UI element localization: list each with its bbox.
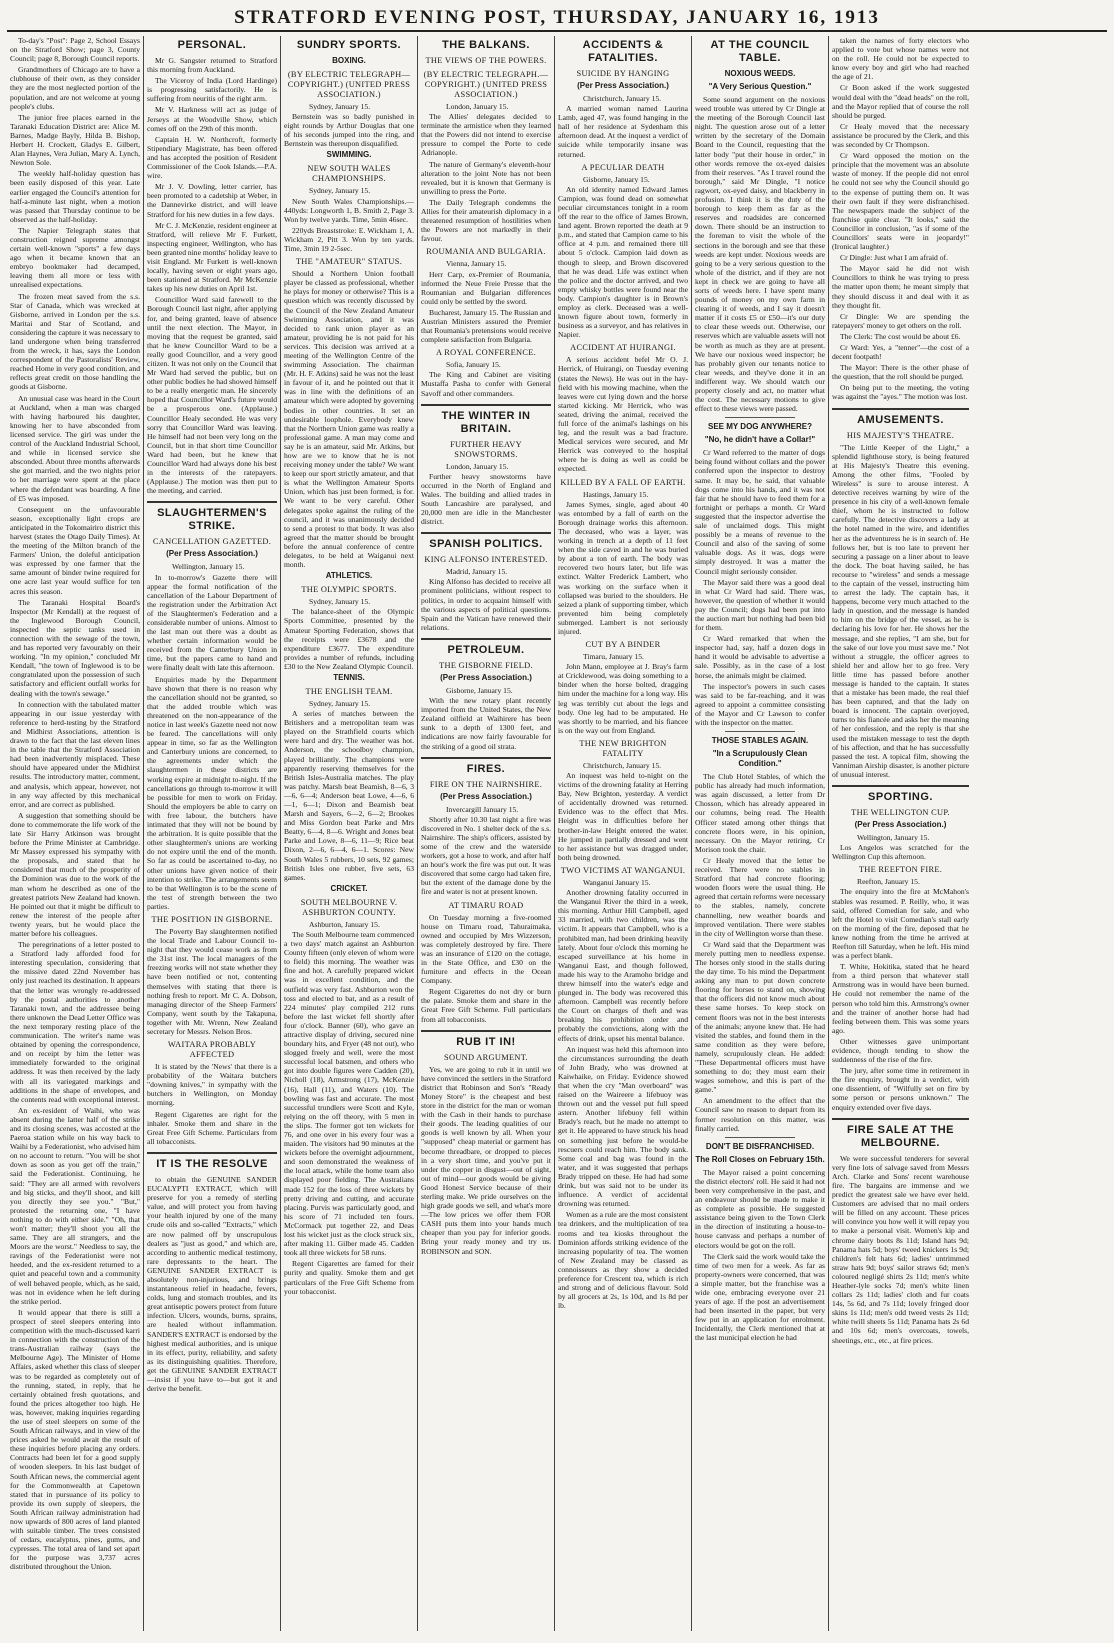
paragraph: The balance-sheet of the Olympic Sports Committee, presented by the Amateur Sporting Federation, shows that the receipts were £3678 and the expenditure £3677. The expenditure provides a number of refunds, including £30 to the New Zealand Olympic Council.: [284, 607, 414, 671]
paragraph: Other witnesses gave unimportant evidence, though tending to show the suddenness of the rise of the fire.: [832, 1036, 969, 1065]
paragraph: The frozen meat saved from the s.s. Star of Canada, which was wrecked at Gisborne, arrived in London per the s.s. Maritai and Star of Scotland, and considering the capture it was necessary to land undergone when being transferred from the wreck, it has, says the London correspondent of the Pastoralists' Review, reached Home in very good condition, and reflects great credit on those handling the goods at Gisborne.: [10, 291, 140, 392]
paragraph: Regent Cigarettes do not dry or burn the palate. Smoke them and share in the Great Free Gift Scheme. Full particulars from all tobacconists.: [421, 987, 551, 1024]
brighton-subheading: THE NEW BRIGHTON FATALITY: [579, 738, 667, 758]
council-heading: AT THE COUNCIL TABLE.: [710, 39, 810, 64]
column-1: [7, 36, 144, 1631]
paragraph: The Poverty Bay slaughtermen notified the local Trade and Labour Council to-night that they would cease work as from the 31st inst. The local managers of the freezing works will not state whether they have been notified or not, contenting themselves with stating that there is nothing fresh to report. Mr C. A. Dobson, managing director of the Sheep Farmers' Company, went south by the Takapuna, together with Mr. Wrenn, New Zealand secretary for Messrs. Nelson Bros.: [147, 926, 277, 1036]
winter-heading: THE WINTER IN BRITAIN.: [421, 404, 551, 436]
paragraph: The King and Cabinet are visiting Mustaffa Pasha to confer with General Savoff and other commanders.: [421, 370, 551, 398]
masthead: STRATFORD EVENING POST, THURSDAY, JANUARY 16, 1913: [7, 6, 1107, 32]
stables-subheading: THOSE STABLES AGAIN.: [711, 736, 809, 746]
weeds-quote: "A Very Serious Question.": [708, 82, 812, 91]
paragraph: Los Angelos was scratched for the Wellington Cup this afternoon.: [832, 843, 969, 862]
paragraph: The Club Hotel Stables, of which the public has already had much information, was again discussed, a letter from Dr Chosson, which has already appeared in our columns, being read. The Health Officer stated among other things that concrete floors were, in his opinion, necessary. On the Mayor retiring, Cr Morison took the chair.: [695, 772, 825, 854]
paragraph: The South Melbourne team commenced a two days' match against an Ashburton County fifteen (only eleven of whom were to field) this morning. The weather was fine and hot. A carefully prepared wicket was in excellent condition, and the outfield was very fast. Ashburton won the toss and elected to bat, and as a result of 224 minutes' play compiled 212 runs before the last wicket fell shortly after four o'clock. Banner (60), who gave an attractive display of driving, secured nine boundary hits, and Fryer (48 not out), who slogged freely and well, were the most successful local batsmen, and others who got into double figures were Cadden (20), Nicholl (18), Armstrong (17), McKenzie (16), Hall (11), and Waters (10). The bowling was fast and accurate. The most successful trundlers were Scott and Kyle, relying on the off theory, with 5 men in the slips. The former got ten wickets for 76, and one over in his every four was a maiden. The visitors had 90 minutes at the wickets before the overnight adjournment, and soon demonstrated the weakness of the local attack, while the home team also displayed poor fielding. The Australians made 152 for the loss of three wickets by pretty driving and cutting, and accurate placing. Purvis was particularly good, and his score of 71 included ten fours. McCormack put together 22, and Deas lost his wicket just as the clock struck six, after making 11. Gilber made 45. Cadden took all three wickets for 58 runs.: [284, 929, 414, 1258]
royal-subheading: A ROYAL CONFERENCE.: [435, 348, 537, 358]
paragraph: The Clerk: The cost would be about £6.: [840, 331, 961, 341]
paragraph: A series of matches between the Britishers and a metropolitan team was played on the Strathfield courts which were hard and dry. The weather was hot. Anderson, the schoolboy champion, played brilliantly. The champions were apparently reserving themselves for the British Isles-Australia matches. The play was patchy. Marsh beat Beamish, 8—6, 3—6, 6—4; Anderson beat Lowe, 4—6, 6—1, 6—1; Dixon and Beamish beat Marsh and Sayers, 6—2, 6—2; Brookes and Miss Gordon beat Parke and Mrs Beatty, 6—4, 8—6. Wright and Jones beat Parke and Lowe, 8—6, 11—9; Rice beat Dixon, 2—6, 6—4, 6—1. Scores: New South Wales 5 rubbers, 10 sets, 92 games; British Isles one rubber, five sets, 63 games.: [284, 709, 414, 882]
council-continued-paras: [832, 36, 969, 402]
peculiar-dateline: Gisborne, January 15.: [583, 174, 650, 184]
paragraph: Herr Carp, ex-Premier of Roumania, informed the Neue Freie Presse that the Roumanian and Bulgarian differences could only be settled by the sword.: [421, 269, 551, 306]
petroleum-heading: PETROLEUM.: [421, 638, 551, 657]
divider: [725, 1137, 795, 1138]
wanganui-dateline: Wanganui January 15.: [583, 877, 651, 887]
swimming-subheading: SWIMMING.: [326, 150, 372, 160]
views-paras: [421, 112, 551, 243]
paragraph: Mr J. V. Dowling, letter carrier, has been promoted to a cadetship at Weber, in the Dannevirke district, and will leave Stratford for his new duties in a few days.: [147, 182, 277, 219]
hanging-subheading: SUICIDE BY HANGING: [576, 69, 670, 78]
paragraph: The inspector's powers in such cases was said to be far-reaching, and it was agreed to appoint a committee consisting of the Mayor and Cr Lawson to confer with the inspector on the matter.: [695, 681, 825, 727]
cup-dateline: Wellington, January 15.: [857, 833, 930, 843]
paragraph: The Taranaki Hospital Board's Inspector (Mr Kendall) at the request of the Inglewood Borough Council, inspected the septic tanks used in connection with the sewage of the town, and has reported very favourably on their working. "In my opinion," concluded Mr Kendall, "the town of Inglewood is to be congratulated upon the possession of such satisfactory and efficient outfall works for dealing with the town's sewage.": [10, 597, 140, 698]
hanging-dateline: Christchurch, January 15.: [583, 94, 662, 103]
ashburton-subheading: SOUTH MELBOURNE V. ASHBURTON COUNTY.: [300, 897, 398, 917]
paragraph: A suggestion that something should be done to commemorate the life work of the late Sir Harry Atkinson was brought before the Prime Minister at Cambridge. Mr Massey expressed his sympathy with the proposals, and stated that he considered that much of the prosperity of the Dominion was due to the work of the man whom he described as one of the greatest patriots New Zealand had known. He pointed out that it might be difficult to renew the interest of the people after twenty years, but he would place the matter before his colleagues.: [10, 810, 140, 938]
paragraph: Some sound argument on the noxious weed trouble was uttered by Cr Dingle at the meeting of the Borough Council last night. The question arose out of a letter written by the secretary of the Domain Board to the Council, requesting that the latter body "put their house in order," in other words remove the ox-eyed daisies from their reserves. "As I travel round the borough," said Mr Dingle, "I notice ragwort, ox-eyed daisy, and blackberry in profusion. I think it is the duty of the borough to keep them as far as the reserves and roadsides are concerned down. There should be an instruction to the foreman to visit the whole of the sections in the borough and see that these weeds are kept under. Noxious weeds are going to be a very serious question to the whole of the district, and if they are not kept in check we are going to have all sorts of weeds here. I have spent many pounds of money on my own farm in clearing it of weeds, and I say it doesn't matter if it costs £5 or £50—it's our duty to clear these weeds out. Otherwise, our reserves which are valuable assets will not be worth as much as they are at present. We have our noxious weed inspector; he has probably given our tenants notice to clear weeds, and they've done it in an indifferent way. We should watch our property closely and act, no matter what the cost. The necessary motions to give effect to these views were passed.: [695, 95, 825, 414]
peculiar-subheading: A PECULIAR DEATH: [581, 162, 665, 172]
paragraph: On Tuesday morning a five-roomed house on Timaru road, Tahuraimaka, owned and occupied by Mrs Wizzerson, was completely destroyed by fire. There was an insurance of £120 on the cottage, in the State Office, and £30 on the furniture and effects in the Ocean Company.: [421, 912, 551, 986]
field-dateline: Gisborne, January 15.: [446, 685, 513, 695]
binder-paras: [558, 662, 688, 735]
personal-heading: PERSONAL.: [177, 39, 247, 51]
roumania-dateline: Vienna, January 15.: [446, 259, 507, 269]
huirangi-paras: [558, 355, 688, 473]
paragraph: Enquiries made by the Department have shown that there is no reason why the cancellation should not be granted, so that the added trouble which was threatened on the non-appearance of the notice in last week's Gazette need not now be feared. The cancellations will only appear in time, so far as the Wellington and Canterbury unions are concerned, to the agreements under which the slaughtermen in these districts are working expire at midnight to-night. If the cancellations go through to-morrow it will be possible for men to work on Friday. Should the employers be able to carry on with free labour, the butchers have intimated that they will not be bound by the arbitration. It is quite possible that the other slaughtermen's unions are working do not expire until the end of the month. So far as could be ascertained to-day, no other unions have given notice of their intention to strike. The arrangements seem to be that Wellington is to be the scene of the test of strength between the two parties.: [147, 674, 277, 911]
disfranchised-subheading: DON'T BE DISFRANCHISED.: [705, 1141, 815, 1151]
paragraph: The Mayor: There is the other phase of the question, that the roll should be purged.: [832, 363, 969, 382]
paragraph: It would appear that there is still a prospect of steel sleepers entering into competition with the much-discussed karri in connection with the construction of the trans-Australian railway (says the Melbourne Age). The Minister of Home Affairs, asked whether this class of sleeper was to be regarded as completely out of the running, stated, in reply, that he certainly obtained fresh quotations, and found the prices altogether too high. He was, however, making inquiries regarding the use of steel sleepers on some of the South African railways, and in view of the prices asked he would await the result of these inquiries before placing any orders. Contracts had been let for a good supply of wooden sleepers. In his last budget of South African news, the commercial agent for the Commonwealth at Capetown stated that in pursuance of its policy to provide its own supply of sleepers, the South African railway administration had now upwards of 800 acres of land planted with suitable timber. The trees consisted of cedars, eucalyptus, pines, gums, and cypresses. The total area of land set apart for the purpose was 3,737 acres distributed throughout the Union.: [10, 1307, 140, 1572]
paragraph: A serious accident befel Mr O. J. Herrick, of Huirangi, on Tuesday evening (states the News). He was out in the hay-field with his mowing machine, when the leaves were cut lying down and the horse started kicking. Mr Herrick, who was seated, driving the animal, received the full force of the animal's lashings on his leg, and the result was a bad fracture. Medical services were secured, and Mr Herrick was conveyed to the hospital where he is doing as well as could be expected.: [558, 355, 688, 474]
timaru-paras: [421, 913, 551, 1024]
paragraph: An unusual case was heard in the Court at Auckland, when a man was charged with having harboured his daughter, knowing her to have absconded from licensed service. The girl was under the control of the Auckland Industrial School, and while in licensed service she absconded. About three months afterwards she got married, and the two nights prior to her marriage were spent at the place where the defendant was boarding. A fine of £5 was imposed.: [10, 393, 140, 503]
paragraph: John Mann, employee at J. Bray's farm at Cricklewood, was doing something to a binder when the horse bolted, dragging him under the machine for a long way. His leg was terribly cut about the legs and body. One leg had to be amputated. He was shortly to be married, and his fiancee is on the way out from England.: [558, 662, 688, 735]
stables-paras: [695, 772, 825, 1133]
paragraph: Shortly after 10.30 last night a fire was discovered in No. 1 shelter deck of the s.s. Nairnshire. The ship's officers, assisted by some of the crew and the waterside workers, got a hose to work, and after half an hour's work the fire was put out. It was discovered that some cargo had taken fire, but the extent of the damage done by the fire and water is not at present known.: [421, 814, 551, 897]
balkans-heading: THE BALKANS.: [442, 39, 530, 51]
column-6: [692, 36, 829, 1631]
boxing-dateline: Sydney, January 15.: [309, 102, 371, 111]
hanging-paras: [558, 104, 688, 159]
weeds-paras: [695, 95, 825, 413]
paragraph: The Clerk said the work would take the time of two men for a week. As far as property-owners were concerned, that was a simple matter, but the franchise was a wide one, embracing everyone over 21 years of age. If the post an advertisement had been inserted in the paper, but very few put in an application for enrolment. Incidentally, the Clerk mentioned that at the last municipal election he had: [695, 1251, 825, 1343]
views-subheading: THE VIEWS OF THE POWERS.: [425, 56, 547, 65]
cancellation-dateline: Wellington, January 15.: [172, 562, 245, 572]
personal-paras: [147, 56, 277, 495]
paragraph: To-day's "Post": Page 2, School Essays on the Stratford Show; page 3, County Council; page 8, Borough Council reports.: [10, 36, 140, 64]
reefton-paras: [832, 887, 969, 1111]
column-5: [555, 36, 692, 1631]
swim-paras: [284, 197, 414, 254]
nairnshire-paras: [421, 815, 551, 897]
paragraph: Cr Ward remarked that when the inspector had, say, half a dozen dogs in hand it would be advisable to advertise a sale. Possibly, as in the case of a lost horse, the animals might be claimed.: [695, 634, 825, 680]
cancellation-paras: [147, 573, 277, 911]
nairnshire-dateline: Invercargill January 15.: [446, 804, 519, 814]
royal-dateline: Sofia, January 15.: [446, 360, 501, 370]
cup-paras: [832, 843, 969, 861]
disfranchised-quote: The Roll Closes on February 15th.: [695, 1154, 825, 1164]
columns: [7, 36, 1107, 1631]
winter-paras: [421, 472, 551, 527]
paragraph: King Alfonso has decided to receive all prominent politicians, without respect to politics, in order to acquaint himself with the various aspects of political questions. Spain and the Vatican have renewed their relations.: [421, 577, 551, 632]
paragraph: taken the names of forty electors who applied to vote but whose names were not on the roll. He could not be expected to know every boy and girl who had reached the age of 21.: [832, 36, 969, 82]
english-dateline: Sydney, January 15.: [309, 698, 371, 708]
paragraph: An ex-resident of Waihi, who was absent during the latter half of the strike and its closing scenes, was accosted at the Paeroa station while on his way back to Waihi by a Federationist, who advised him on no account to return. "You will be shot down as soon as you get off the train," said the Federationist. Continuing, he said: "They are all armed with revolvers and big sticks, and they'll shoot, and kill you directly they see you." "But," protested the returning one, "I have nothing to do with either side." "Oh, that won't matter; they'll shoot you all the same. They are all strangers, and the Moors are the worst." Needless to say, the ravings of the Federationist were not heeded, and the ex-resident returned to a quiet and peaceful town and a community of well behaved people, which, as he said, was not in evidence when he left during the strike period.: [10, 1105, 140, 1306]
paragraph: Grandmothers of Chicago are to have a clubhouse of their own, as they consider they are the most neglected portion of the population, and are not welcome at young people's clubs.: [10, 65, 140, 111]
paragraph: Captain H. W. Northcroft, formerly Stipendiary Magistrate, has been offered and has accepted the position of Resident Commissioner of the Cook Islands.—P.A. wire.: [147, 134, 277, 181]
olympic-dateline: Sydney, January 15.: [309, 597, 371, 607]
ashburton-dateline: Ashburton, January 15.: [309, 919, 380, 929]
wanganui-paras: [558, 888, 688, 1310]
paragraph: An old identity named Edward James Campion, was found dead on somewhat peculiar circumstances tonight in a room off the rear to the office of James Brown, land agent. Brown reported the death at 9 p.m., and stated that Campion came to his office at 4 p.m. and remained there till about 5 o'clock. Campion laid down as though to sleep, and Brown discovered that he was dead. Life was extinct when the police and the doctor arrived, and two empty whisky bottles were found near the body. Campion's daughter is in Brown's employ as clerk. Deceased was a well-known figure about town, formerly in business as a surveyor, and has relatives in Napier.: [558, 184, 688, 340]
winter-dateline: London, January 15.: [446, 461, 509, 471]
paragraph: We were successful tenderers for several very fine lots of salvage saved from Messrs Arch. Clarke and Sons' recent warehouse fire. The bargains are immense and we predict the greatest sale we have ever held. Customers are advised that no mail orders will be filled on any account. These prices will convince you how well it will repay you to make a personal visit. Women's kip and chrome dairy boots 8s 11d; Island hats 9d; Panama hats 5d; boys' tweed knickers 1s 9d; children's felt hats 6d; ladies' untrimmed straw hats 9d; boys' sailor straws 6d; men's coloured negligé shirts 2s 11d; men's white Heather-lyle socks 7d; men's white linen collars 2s 11d; ladies' cloth and fur coats 14s, 5s 6d, and 7s 11d; lovely fringed door skins 1s 11d; men's odd tweed vests 2s 11d; white twill sheets 5s 11d; Panama hats 2s 6d and 10s 6d; men's overcoats, towels, sheetings, etc., etc., at fire prices.: [832, 1153, 969, 1345]
paragraph: T. White, Hokitika, stated that he heard from a third person that whatever stall Armstrong was in would have been burned. He could not remember the name of the person who told him this. Armstrong's owner and the trainer of another horse had had feeling between them. This was some years ago.: [832, 962, 969, 1035]
peculiar-paras: [558, 185, 688, 340]
resolve-heading: IT IS THE RESOLVE: [147, 1152, 277, 1171]
dog-paras: [695, 448, 825, 727]
theatre-paras: [832, 443, 969, 779]
sporting-heading: SPORTING.: [832, 785, 969, 804]
reefton-dateline: Reefton, January 15.: [857, 877, 920, 887]
paragraph: The Mayor raised a point concerning the district electors' roll. He said it had not been very comprehensive in the past, and an endeavour should be made to make it as complete as possible. He suggested assistance being given to the Town Clerk in the direction of instituting a house-to-house canvass and perhaps a number of electors would be got on the roll.: [695, 1167, 825, 1250]
hanging-source: (Per Press Association.): [577, 81, 669, 90]
resolve-paras: [147, 1175, 277, 1393]
athletics-subheading: ATHLETICS.: [325, 571, 373, 581]
cancellation-source: (Per Press Association.): [166, 549, 258, 559]
paragraph: The junior free places earned in the Taranaki Education District are: Alice M. Barnes, Madge Bayly, Hilda B. Bishop, Herbert H. Crockett, Gladys E. Gilbert, Alan Haynes, Vera Julian, Mary A. Lynch, Newton Sole.: [10, 112, 140, 168]
paragraph: Mr V. Harkness will act as judge of Jerseys at the Woodville Show, which comes off on the 29th of this month.: [147, 105, 277, 133]
paragraph: Councillor Ward said farewell to the Borough Council last night, after applying for, and being granted, leave of absence until the next election. The Mayor, in moving that the request be granted, said that he knew Councillor Ward to be a really good Councillor, and a very good citizen. It was not only on the Council that Mr Ward had served the public, but on other public bodies he had showed himself to be a really energetic man. He sincerely hoped that Councillor Ward's future would be a prosperous one. (Applause.) Councillor Healy seconded. He was very sorry that Councillor Ward was leaving. He himself had not been very long on the Council, but in that short time Councillor Ward had been, but he knew that Councillor Ward had always done his best in the interests of the ratepayers. (Applause.) The motion was then put to the meeting, and carried.: [147, 295, 277, 496]
amusements-heading: AMUSEMENTS.: [832, 408, 969, 427]
roumania-subheading: ROUMANIA AND BULGARIA.: [426, 247, 546, 257]
paragraph: Cr Boon asked if the work suggested would deal with the "dead heads" on the roll, and the Mayor replied that of course the roll should be purged.: [832, 83, 969, 120]
paragraph: In to-morrow's Gazette there will appear the formal notification of the cancellation of the Labour Department of the registration under the Arbitration Act of the Slaughtermen's Federation and a considerable number of unions. Almost to the last man out there was a doubt as whether certain information would be received from the Canterbury Union in time, but the papers came to hand and were finally dealt with late this afternoon.: [147, 572, 277, 673]
fire-sale-paras: [832, 1154, 969, 1345]
gisborne-subheading: THE POSITION IN GISBORNE.: [151, 914, 273, 924]
paragraph: The Mayor said there was a good deal in what Cr Ward had said. There was, however, the question of whether it would pay the Council; dogs had been put into the auction mart but nothing had been bid for them.: [695, 577, 825, 633]
paragraph: Further heavy snowstorms have occurred in the North of England and Wales. The building and allied trades in South Lancashire are paralysed, and 20,000 men are idle in the Manchester district.: [421, 471, 551, 527]
paragraph: An amendment to the effect that the Council saw no reason to depart from its former resolution on this matter, was finally carried.: [695, 1096, 825, 1133]
english-team-subheading: THE ENGLISH TEAM.: [305, 686, 393, 696]
paragraph: Cr Dingle: We are spending the ratepayers' money to get others on the roll.: [832, 311, 969, 330]
field-source: (Per Press Association.): [440, 672, 532, 682]
disfranchised-paras: [695, 1168, 825, 1343]
paragraph: Cr Healy moved that the letter be received. There were no stables in Stratford that had concrete flooring; wooden floors were the usual thing. He agreed that certain reforms were necessary to the stables, namely, concrete channelling, new weather boards and improved ventilation. There were stables in the city of Wellington worse than these.: [695, 855, 825, 938]
waitara-subheading: WAITARA PROBABLY AFFECTED: [167, 1040, 257, 1060]
royal-paras: [421, 370, 551, 397]
divider: [725, 731, 795, 732]
cancellation-subheading: CANCELLATION GAZETTED.: [152, 537, 272, 547]
boxing-paras: [284, 112, 414, 148]
paragraph: to obtain the GENUINE SANDER EUCALYPTI EXTRACT, which will preserve for you a remedy of sterling value, and will protect you from having your health injured by one of the many crude oils and so-called "Extracts," which are now palmed off by unscrupulous dealers as "just as good," and which are, according to authentic medical testimony, rare depressants to the heart. The GENUINE SANDER EXTRACT is absolutely non-injurious, and brings instantaneous relief in headache, fevers, colds, lung and stomach troubles, and its great antiseptic powers protect from future infection. Ulcers, wounds, burns, sprains, are healed without inflammation. SANDER'S EXTRACT is endorsed by the highest medical authorities, and is unique in its effect, purity, reliability, and safety as its distinguishing qualities. Therefore, get the GENUINE SANDER EXTRACT—insist if you have to—but got it and derive the benefit.: [147, 1174, 277, 1394]
rub-paras: [421, 1065, 551, 1256]
fires-heading: FIRES.: [421, 757, 551, 776]
paragraph: Bucharest, January 15. The Russian and Austrian Ministers assured the Premier that Roumania's pretensions would receive complete satisfaction from Bulgaria.: [421, 307, 552, 345]
paragraph: The nature of Germany's eleventh-hour alteration to the joint Note has not been revealed, but it is known that Germany is unwilling to press the Porte.: [421, 159, 551, 196]
spanish-heading: SPANISH POLITICS.: [421, 532, 551, 551]
cup-source: (Per Press Association.): [854, 820, 947, 830]
olympic-paras: [284, 607, 414, 671]
olympic-subheading: THE OLYMPIC SPORTS.: [301, 585, 397, 595]
paragraph: Bernstein was so badly punished in eight rounds by Arthur Douglas that one of his seconds jumped into the ring, and Bernstein was thereupon disqualified.: [284, 112, 414, 149]
boxing-subheading: BOXING.: [332, 56, 366, 65]
paragraph: Regent Cigarettes are famed for their purity and quality. Smoke them and get particulars of the Free Gift Scheme from your tobacconist.: [284, 1259, 414, 1296]
column-3: [281, 36, 418, 1631]
paragraph: The Mayor said he did not wish Councillors to think he was trying to press the matter upon them; he meant simply that they should discuss it and deal with it as they thought fit.: [832, 264, 969, 310]
paragraph: The Allies' delegates decided to terminate the armistice when they learned that the Powers did not intend to exercise pressure to compel the Porte to cede Adrianople.: [421, 112, 551, 158]
cup-subheading: THE WELLINGTON CUP.: [851, 808, 950, 818]
nairnshire-subheading: FIRE ON THE NAIRNSHIRE.: [429, 779, 543, 789]
views-dateline: London, January 15.: [446, 102, 509, 111]
dog-subheading: SEE MY DOG ANYWHERE?: [707, 422, 812, 432]
column-2: [144, 36, 281, 1631]
paragraph: A married woman named Laurina Lamb, aged 47, was found hanging in the hall of her residence at Sydenham this afternoon dead. At the inquest a verdict of suicide while temporarily insane was returned.: [558, 104, 688, 159]
field-subheading: THE GISBORNE FIELD.: [439, 660, 533, 670]
column-4: [418, 36, 555, 1631]
winter-subheading: FURTHER HEAVY SNOWSTORMS.: [450, 439, 522, 459]
ashburton-paras: [284, 930, 414, 1296]
paragraph: On being put to the meeting, the voting was against the "ayes." The motion was lost.: [832, 383, 969, 402]
boxing-source: (BY ELECTRIC TELEGRAPH—COPYRIGHT.) (UNITED PRESS ASSOCIATION.): [287, 70, 411, 99]
swim-championship-subheading: NEW SOUTH WALES CHAMPIONSHIPS.: [307, 164, 391, 184]
fire-sale-heading: FIRE SALE AT THE MELBOURNE.: [832, 1118, 969, 1150]
reefton-subheading: THE REEFTON FIRE.: [858, 865, 943, 875]
col1-paras: [10, 36, 140, 1572]
english-paras: [284, 709, 414, 882]
paragraph: "The Little Keeper of the Light," a splendid lighthouse story, is being featured at His Majesty's Theatre this evening. Among the other films, "Fooled by Wireless" is sure to arouse interest. A detective receives warning by wire of the presence in his city of a well-known female thief, whom he is instructed to follow carefully. The detective discovers a lady at the hotel named in the wire, and identifies her as the adventuress he is in search of. He follows her, but is too late to prevent her securing a passage on a liner about to leave the dock. The boat having sailed, he has recourse to "wireless" and sends a message to the captain of the vessel, instructing him to arrest the lady. The captain has, it happens, become very much attached to the lady in question, and the message is handed to him on the bridge of the vessel, as he is declaring his love for her. He shows her the message, and she replies, "I am she, but for the sake of our love you must save me." Not without a struggle, the officer agrees to shield her and allow her to go free. Very little time has passed before another message is handed to the captain. It states that a mistake has been made, the real thief has been captured, and that the lady on board is innocent. The captain overjoyed, turns to his fiancée and asks her the meaning of her confession, and the reply is that she used the mistaken message to test the depth of his affection, and that he has successfully passed the test. A topical film, showing the Vanniman Airship disaster, is another picture of unusual interest.: [832, 442, 969, 779]
paragraph: Cr Ward said that the Department was merely putting men to needless expense. The horses only stood in the stalls during the day time. To his mind the Department asking any man to put down concrete flooring for horses to stand on, showing that the officers did not know much about these same horses. To keep stock on cement floors was not in the best interests of the animals; anyone knew that. He had visited the stables, and found them in the same condition as they were before, namely, scrupulously clean. He added: "These Departmental officers must have something to do; they must earn their wages somehow, and this is part of the game.": [695, 939, 825, 1095]
paragraph: An inquest was held this afternoon into the circumstances surrounding the death of John Brady, who was drowned at Kaiwhaike, on Friday. Evidence showed that when the cry "Man overboard" was raised on the Waireere a lifebuoy was thrown out and the vessel put full speed astern. Another lifebuoy fell within Brady's reach, but he made no attempt to get it. He appeared to have struck his head on something just before he would-be rescuers could reach him. The body sank. Some coal and bag was found in the water, and it was suggested that perhaps Brady tripped on these. He had had some drink, but was said not to be under its influence. A verdict of accidental drowning was returned.: [558, 1044, 688, 1209]
roumania-paras: [421, 270, 551, 345]
fall-dateline: Hastings, January 15.: [583, 489, 649, 499]
paragraph: It is stated by the 'News' that there is a probability of the Waitara butchers "downing knives," in sympathy with the butchers in Wellington, on Monday morning.: [147, 1062, 277, 1108]
timaru-subheading: AT TIMARU ROAD: [448, 900, 524, 910]
paragraph: The Daily Telegraph condemns the Allies for their amateurish diplomacy in a threatened resumption of hostilities when the Powers are not markedly in their favour.: [421, 197, 551, 244]
gisborne-paras: [147, 927, 277, 1036]
accidents-heading: ACCIDENTS & FATALITIES.: [582, 39, 664, 64]
paragraph: The weekly half-holiday question has been easily disposed of this year. Late earlier engaged the Council's attention for half-a-minute last night, when a motion was passed that Thursday continue to be observed as the half-holiday.: [10, 169, 140, 224]
paragraph: Cr Ward opposed the motion on the principle that the movement was an absolute waste of money. If the people did not enrol he could not see why the Council should go to the expense of putting them on. It was their own fault if they were disfranchised. The newspapers made the subject of the franchise quite clear. "It looks," said the Councillor in conclusion, "as if some of the Councillors' seats were in jeopardy!" (Ironical laughter.): [832, 151, 969, 252]
paragraph: New South Wales Championships.—440yds: Longworth 1, B. Smith 2, Page 3. Won by twelve yards. Time, 5min 46sec.: [284, 196, 414, 224]
rub-heading: RUB IT IN!: [421, 1030, 551, 1049]
amateur-paras: [284, 269, 414, 569]
alfonso-paras: [421, 577, 551, 632]
huirangi-subheading: ACCIDENT AT HUIRANGI.: [570, 343, 676, 353]
tennis-subheading: TENNIS.: [333, 672, 365, 682]
paragraph: The Viceroy of India (Lord Hardinge) is progressing satisfactorily. He is suffering from neuritis of the right arm.: [147, 76, 277, 104]
rub-subheading: SOUND ARGUMENT.: [444, 1052, 528, 1062]
brighton-paras: [558, 771, 688, 862]
paragraph: An inquest was held to-night on the victims of the drowning fatality at Herring Bay, New Brighton, yesterday. A verdict of accidentally drowned was returned. Evidence was to the effect that Mrs. Height was in difficulties before her brother-in-law Height entered the water. He jumped in partially dressed and went to her assistance but was dragged under, both being drowned.: [558, 771, 688, 862]
paragraph: Should a Northern Union football player be classed as professional, whether he plays for money or otherwise? This is a question which was recently discussed by the Council of the New Zealand Amateur Swimming Association, and it was decided to rank union player as an amateur, providing he is not paid for his services. This decision was arrived at a meeting of the Wellington Centre of the swimming Association. The chairman (Mr. H. F. Atkins) said he was not the least in favour of it, and he pointed out that it was in line with the definitions of an amateur which were adopted by governing bodies in other countries. It set an undesirable loophole. Everybody knew that the Northern Union game was really a professional game. A man may come and say he is an amateur, said Mr. Atkins, but how are we to know that he is not receiving money under the table? We want to keep our sport strictly amateur, and that is what the Wellington Amateur Sports Union, which has just been formed, is for. We want to be very careful. Other delegates spoke against the ruling of the council, and it was unanimously decided to send a protest to that body. It was also agreed that the matter should be brought before the annual conference of centre delegates, to be held at Waiganui next month.: [284, 269, 414, 570]
brighton-dateline: Christchurch, January 15.: [583, 760, 662, 770]
wanganui-subheading: TWO VICTIMS AT WANGANUI.: [560, 865, 686, 875]
paragraph: Cr Healy moved that the necessary assistance be procured by the Clerk, and this was seconded by Cr Thompson.: [832, 121, 969, 150]
cricket-subheading: CRICKET.: [330, 883, 368, 893]
paragraph: Consequent on the unfavourable season, exceptionally light crops are anticipated in the Tokomairiro district this harvest (states the Otago Daily Times). At the meeting of the Milton branch of the Farmers' Union, the doleful anticipation was expressed by one farmer that the same amount of binder twine required for one acre last year would suffice for ten acres this season.: [10, 504, 140, 596]
paragraph: Mr G. Sangster returned to Stratford this morning from Auckland.: [147, 56, 277, 75]
paragraph: In connection with the tabulated matter appearing in our issue yesterday with reference to herd-testing by the Stratford and Midhirst Associations, attention is drawn to the fact that the last eleven lines in the table that the Stratford Association had been inadvertently misplaced. These should have appeared under the Midhirst results. The introductory matter, comment, and analysis, which appear, however, not in any way affected by this mechanical error, and are correct as published.: [10, 699, 140, 809]
stables-quote: "In a Scrupulously Clean Condition.": [712, 749, 808, 769]
binder-dateline: Timaru, January 15.: [583, 652, 644, 662]
sundry-sports-heading: SUNDRY SPORTS.: [296, 39, 402, 51]
swim-dateline: Sydney, January 15.: [309, 186, 371, 196]
paragraph: The peregrinations of a letter posted to a Stratford lady afforded food for interesting speculation, considering that the missive dated 22nd November has only just reached its destination. It appears that the letter was wrongly re-addressed by the postal authorities to another Taranaki town, and the addressee being there unknown the Dead Letter Office was the next temporary resting place of the communication. The writer's name was obtained by opening the correspondence, and on receipt by him the letter was immediately forwarded to the original address. It was then received by the lady with all its variegated markings and additions in the shape of envelopes, and the contents read with exceptional interest.: [10, 940, 140, 1104]
paragraph: The enquiry into the fire at McMahon's stables was resumed. P. Reilly, who, it was said, offered Comedian for sale, and who left the Hotel to visit Comedian's stall early on the morning of the fire, deposed that he knew nothing from the time he arrived at Reefton till Saturday, when he left. His mind was a perfect blank.: [832, 887, 969, 961]
binder-subheading: CUT BY A BINDER: [585, 640, 661, 650]
paragraph: The jury, after some time in retirement in the fire enquiry, brought in a verdict, with one dissentient, of "Wilfully set on fire by some person or persons unknown." The enquiry extended over five days.: [832, 1066, 969, 1112]
paragraph: James Symes, single, aged about 40 was entombed by a fall of earth on the Borough drainage works this afternoon. The deceased, who was a layer, was working in trench at a depth of 11 feet when the side caved in and he was buried by about a ton of earth. The body was recovered two hours later, but life was extinct. Walter Frederick Lambert, who was working on the surface when it collapsed was buried to the shoulders. He seized a plank of supporting timber, which prevented him being completely submerged. Lambert is not seriously injured.: [558, 499, 688, 636]
fall-subheading: KILLED BY A FALL OF EARTH.: [560, 477, 686, 487]
waitara-paras: [147, 1062, 277, 1146]
paragraph: Regent Cigarettes are right for the inhaler. Smoke them and share in the Great Free Gift Scheme. Particulars from all tobacconists.: [147, 1109, 277, 1146]
newspaper-page: [7, 6, 1107, 1631]
paragraph: Mr C. J. McKenzie, resident engineer at Stratford, will relieve Mr F. Furkett, inspecting engineer, Wellington, who has been granted nine months' holiday leave to visit England. Mr Furkett is well-known locally, having seven or eight years ago, been stationed at Stratford. Mr McKenzie takes up his new duties on April 1st.: [147, 220, 278, 294]
paragraph: Cr Dingle: Just what I am afraid of.: [840, 253, 948, 263]
paragraph: Women as a rule are the most consistent tea drinkers, and the multiplication of tea rooms and tea kiosks throughout the Dominion affords striking evidence of the increasing popularity of tea. The women of New Zealand may be classed as connoisseurs as they show a decided preference for Crescent tea, which is rich and strong and of delicious flavour. Sold by all grocers at 2s, 1s 10d, and 1s 8d per lb.: [558, 1210, 688, 1311]
theatre-subheading: HIS MAJESTY'S THEATRE.: [846, 430, 955, 440]
paragraph: The Napier Telegraph states that construction reigned supreme amongst certain well-known "sports" a few days ago when it became known that an embryo bookmaker had decamped, leaving them all more or less with unrealised expectations.: [10, 225, 140, 290]
paragraph: With the new rotary plant recently imported from the United States, the New Zealand oilfield at Waihirere has been sunk to a depth of 1300 feet, and indications are now fairly favourable for the striking of a good oil strata.: [421, 696, 551, 751]
paragraph: Cr Ward: Yes, a "tenner"—the cost of a decent footpath!: [832, 343, 969, 362]
alfonso-subheading: KING ALFONSO INTERESTED.: [424, 555, 548, 565]
slaughtermen-heading: SLAUGHTERMEN'S STRIKE.: [147, 501, 277, 533]
dog-quote: "No, he didn't have a Collar!": [704, 435, 816, 445]
field-paras: [421, 696, 551, 751]
paragraph: Yes, we are going to rub it in until we have convinced the settlers in the Stratford district that Robinson and Son's "Ready Money Store" is the cheapest and best store in the district for the man or woman with the Cash in their hands to purchase their goods. The leading qualities of our goods is well known by all. When your "supposed" cheap material or garment has become threadbare, or dropped to pieces in a very short time, and you've put it under the copper in disgust—out of sight, out of mind—our goods would be giving Good Honest Service because of their sterling make. We pride ourselves on the high grade goods we sell, and what's more—The low prices we offer them FOR CASH puts them into your hands much cheaper than you pay for inferior goods. Bring your ready money and try us. ROBINSON and SON.: [421, 1064, 551, 1256]
divider: [725, 417, 795, 418]
paragraph: Another drowning fatality occurred in the Wanganui River the third in a week, this morning. Arthur Hill Campbell, aged 33 married, with two children, was the victim. It appears that Campbell, who is a prohibited man, had been drinking heavily lately. About four o'clock this morning he escaped surveillance at his home in Wanganui East, and though followed, made his way to the Aramoho bridge and threw himself into the water's edge and plunged in. The body was recovered this afternoon. Campbell was recently before the Court on charges of theft and was breaking his prohibition order and probably the convictions, along with the effects of drink, upset his mental balance.: [558, 888, 688, 1043]
nairnshire-source: (Per Press Association.): [440, 791, 532, 801]
column-7: [829, 36, 972, 1631]
weeds-subheading: NOXIOUS WEEDS.: [724, 69, 796, 78]
amateur-subheading: THE "AMATEUR" STATUS.: [295, 257, 403, 267]
paragraph: 220yds Breaststroke: E. Wickham 1, A. Wickham 2, Pitt 3. Won by ten yards. Time, 3min 19 2-5sec.: [284, 225, 414, 254]
fall-paras: [558, 500, 688, 636]
paragraph: Cr Ward referred to the matter of dogs being found without collars and the power conferred upon the inspector to destroy same. It may be, he said, that valuable dogs come into his hands, and it was not fair that he should have to feed them for a fortnight or perhaps a month. Cr Ward suggested that the inspector advertise the sale of unclaimed dogs. This might possibly be a means of revenue to the Council and also of the saving of some valuable dogs. As it was, dogs were simply destroyed. It was a matter the Council might seriously consider.: [695, 448, 825, 576]
alfonso-dateline: Madrid, January 15.: [446, 567, 508, 577]
views-source: (BY ELECTRIC TELEGRAPH.—COPYRIGHT.) (UNITED PRESS ASSOCIATION.): [423, 70, 549, 99]
